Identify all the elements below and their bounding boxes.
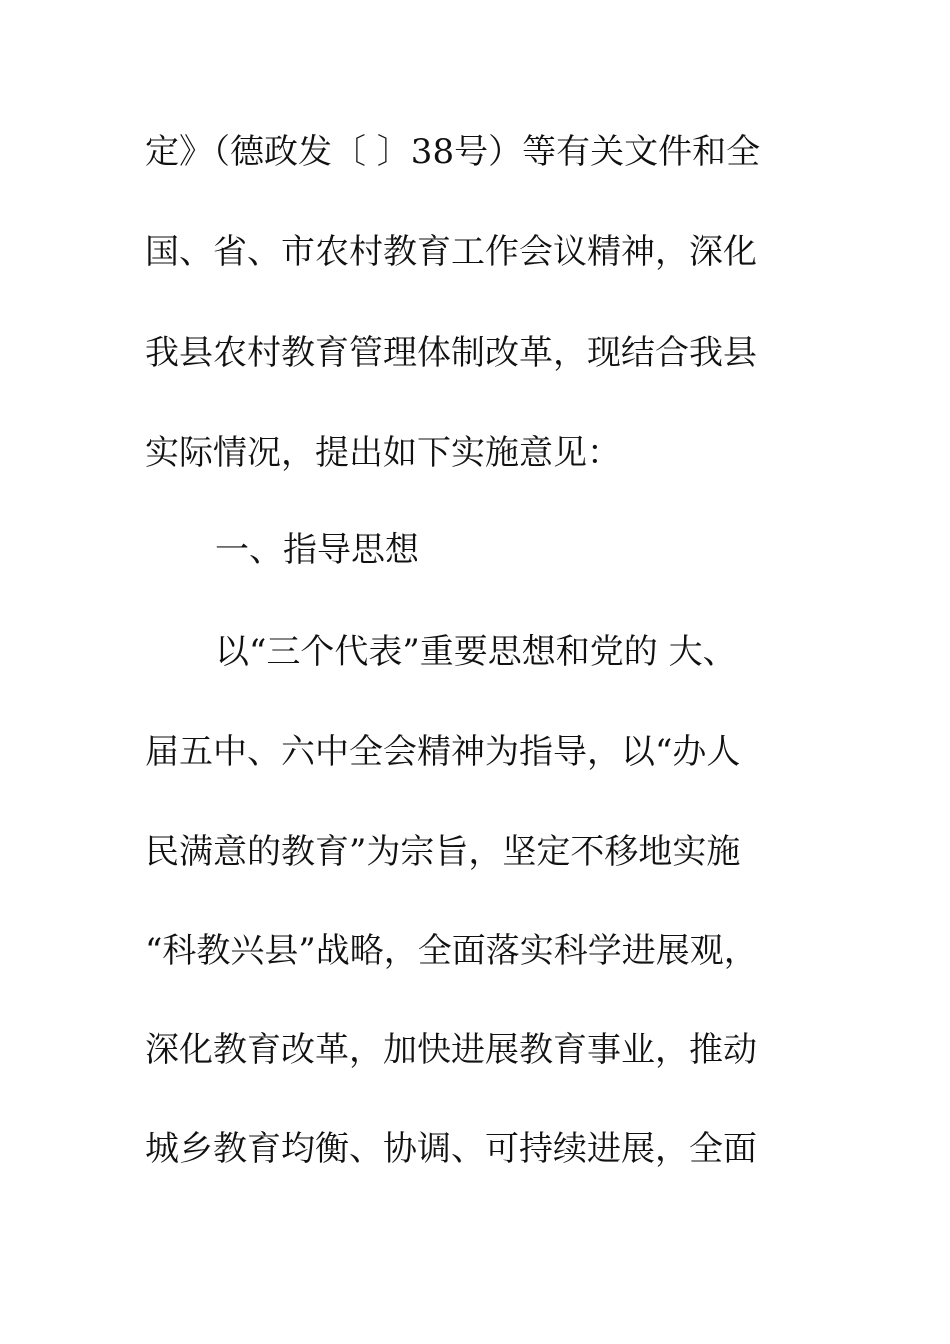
text-line: 届五中、六中全会精神为指导，以“办人: [145, 732, 741, 772]
text-line: 以“三个代表”重要思想和党的 大、: [215, 632, 737, 672]
text-line: “科教兴县”战略，全面落实科学进展观，: [145, 931, 758, 971]
text-line: 定》（德政发〔 〕38号）等有关文件和全: [145, 132, 761, 172]
text-line: 我县农村教育管理体制改革，现结合我县: [145, 333, 757, 373]
text-line: 民满意的教育”为宗旨，坚定不移地实施: [145, 832, 741, 872]
text-line: 城乡教育均衡、协调、可持续进展，全面: [145, 1129, 757, 1169]
section-heading: 一、指导思想: [215, 530, 419, 570]
text-line: 国、省、市农村教育工作会议精神，深化: [145, 232, 757, 272]
text-line: 深化教育改革，加快进展教育事业，推动: [145, 1030, 757, 1070]
text-line: 实际情况，提出如下实施意见：: [145, 433, 621, 473]
